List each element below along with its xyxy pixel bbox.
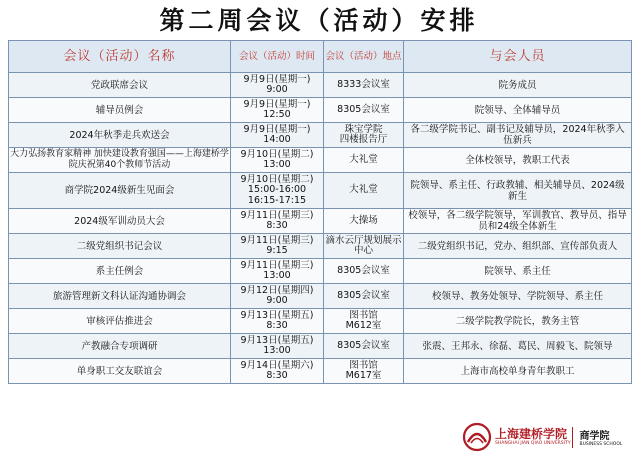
event-name-cell: 审核评估推进会 bbox=[9, 309, 231, 334]
table-row bbox=[9, 73, 632, 98]
event-name-cell: 产教融合专项调研 bbox=[9, 334, 231, 359]
event-name-cell: 单身职工交友联谊会 bbox=[9, 359, 231, 384]
event-time-cell: 9月9日(星期一) 9:00 bbox=[231, 73, 324, 98]
event-name-cell: 2024年秋季走兵欢送会 bbox=[9, 123, 231, 148]
header-time: 会议（活动）时间 bbox=[231, 41, 324, 73]
event-name-cell: 系主任例会 bbox=[9, 259, 231, 284]
event-location-cell: 图书馆 M617室 bbox=[324, 359, 404, 384]
event-attendees-cell: 张震、王邦永、徐磊、葛民、周毅飞、院领导 bbox=[404, 334, 632, 359]
event-time-cell: 9月10日(星期二) 15:00-16:00 16:15-17:15 bbox=[231, 173, 324, 209]
table-row bbox=[9, 359, 632, 384]
university-emblem-icon bbox=[462, 422, 492, 452]
event-attendees-cell: 院务成员 bbox=[404, 73, 632, 98]
event-time-cell: 9月13日(星期五) 13:00 bbox=[231, 334, 324, 359]
header-name: 会议（活动）名称 bbox=[9, 41, 231, 73]
event-location-cell: 珠宝学院 四楼报告厅 bbox=[324, 123, 404, 148]
table-row bbox=[9, 334, 632, 359]
dept-name-cn: 商学院 bbox=[579, 430, 610, 442]
event-time-cell: 9月11日(星期三) 8:30 bbox=[231, 209, 324, 234]
table-row bbox=[9, 309, 632, 334]
event-location-cell: 滴水云厅规划展示中心 bbox=[324, 234, 404, 259]
event-time-cell: 9月12日(星期四) 9:00 bbox=[231, 284, 324, 309]
event-name-cell: 2024级军训动员大会 bbox=[9, 209, 231, 234]
event-location-cell: 大礼堂 bbox=[324, 173, 404, 209]
event-name-cell: 二级党组织书记会议 bbox=[9, 234, 231, 259]
table-row bbox=[9, 209, 632, 234]
event-time-cell: 9月13日(星期五) 8:30 bbox=[231, 309, 324, 334]
event-location-cell: 大礼堂 bbox=[324, 148, 404, 173]
table-row bbox=[9, 123, 632, 148]
event-attendees-cell: 上海市高校单身青年教职工 bbox=[404, 359, 632, 384]
event-time-cell: 9月9日(星期一) 12:50 bbox=[231, 98, 324, 123]
table-row bbox=[9, 98, 632, 123]
schedule-table bbox=[8, 40, 632, 384]
school-name-cn: 上海建桥学院 bbox=[495, 426, 568, 441]
event-location-cell: 8333会议室 bbox=[324, 73, 404, 98]
event-time-cell: 9月14日(星期六) 8:30 bbox=[231, 359, 324, 384]
page-title: 第二周会议（活动）安排 bbox=[159, 6, 479, 35]
event-location-cell: 大操场 bbox=[324, 209, 404, 234]
table-row bbox=[9, 284, 632, 309]
table-header-row bbox=[9, 41, 632, 73]
header-location: 会议（活动）地点 bbox=[324, 41, 404, 73]
header-attendees: 与会人员 bbox=[404, 41, 632, 73]
event-location-cell: 8305会议室 bbox=[324, 98, 404, 123]
table-row bbox=[9, 173, 632, 209]
table-row bbox=[9, 234, 632, 259]
event-attendees-cell: 二级党组织书记，党办、组织部、宣传部负责人 bbox=[404, 234, 632, 259]
event-name-cell: 党政联席会议 bbox=[9, 73, 231, 98]
event-attendees-cell: 校领导，各二级学院领导，军训教官、教导员、指导员和24级全体新生 bbox=[404, 209, 632, 234]
event-name-cell: 辅导员例会 bbox=[9, 98, 231, 123]
school-name-en: SHANGHAI JIAN QIAO UNIVERSITY bbox=[495, 440, 571, 446]
event-attendees-cell: 二级学院教学院长，教务主管 bbox=[404, 309, 632, 334]
event-attendees-cell: 院领导、系主任 bbox=[404, 259, 632, 284]
table-row bbox=[9, 259, 632, 284]
event-attendees-cell: 全体校领导，教职工代表 bbox=[404, 148, 632, 173]
dept-name-en: BUSINESS SCHOOL bbox=[579, 441, 623, 447]
event-location-cell: 8305会议室 bbox=[324, 259, 404, 284]
event-time-cell: 9月11日(星期三) 13:00 bbox=[231, 259, 324, 284]
table-row bbox=[9, 148, 632, 173]
event-attendees-cell: 院领导、全体辅导员 bbox=[404, 98, 632, 123]
school-logo bbox=[462, 420, 630, 454]
event-attendees-cell: 各二级学院书记、副书记及辅导员，2024年秋季入伍新兵 bbox=[404, 123, 632, 148]
event-attendees-cell: 院领导、系主任、行政教辅、相关辅导员、2024级新生 bbox=[404, 173, 632, 209]
event-location-cell: 图书馆 M612室 bbox=[324, 309, 404, 334]
event-name-cell: 大力弘扬教育家精神 加快建设教育强国——上海建桥学院庆祝第40个教师节活动 bbox=[9, 148, 231, 173]
event-time-cell: 9月9日(星期一) 14:00 bbox=[231, 123, 324, 148]
event-name-cell: 旅游管理新文科认证沟通协调会 bbox=[9, 284, 231, 309]
event-time-cell: 9月11日(星期三) 9:15 bbox=[231, 234, 324, 259]
event-name-cell: 商学院2024级新生见面会 bbox=[9, 173, 231, 209]
event-location-cell: 8305会议室 bbox=[324, 284, 404, 309]
event-attendees-cell: 校领导、教务处领导、学院领导、系主任 bbox=[404, 284, 632, 309]
event-location-cell: 8305会议室 bbox=[324, 334, 404, 359]
event-time-cell: 9月10日(星期二) 13:00 bbox=[231, 148, 324, 173]
